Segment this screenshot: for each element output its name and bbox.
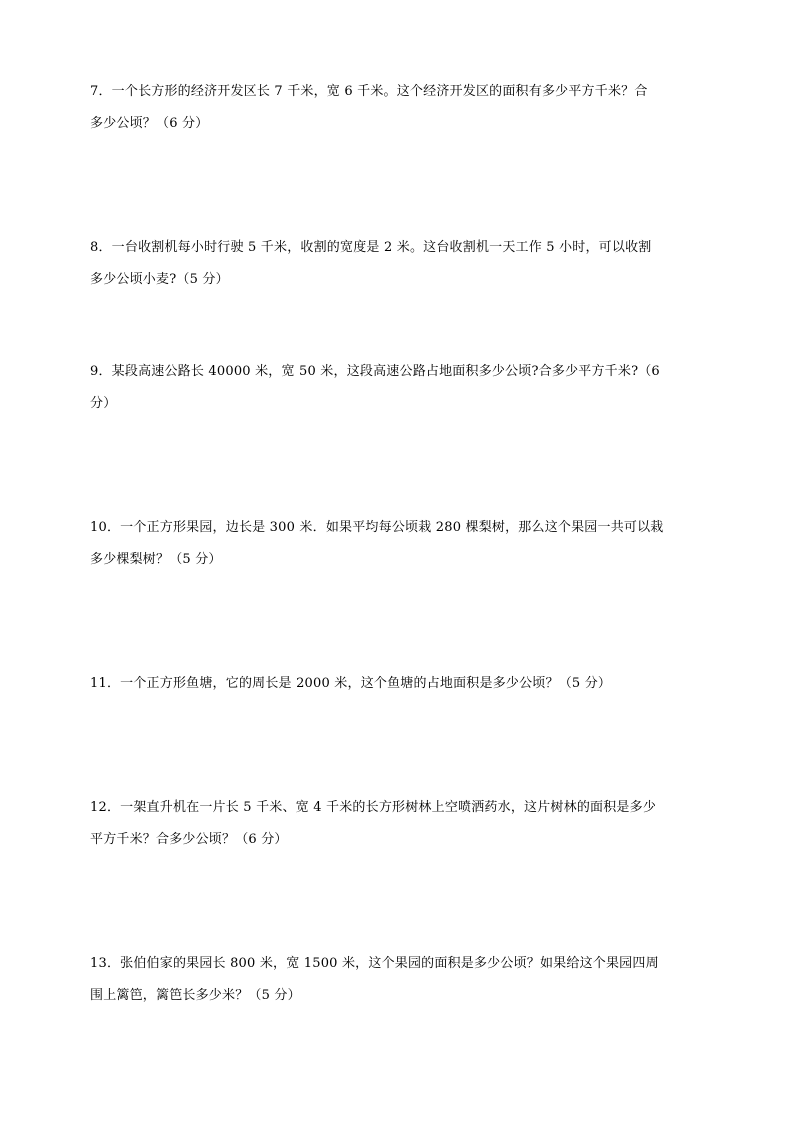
- question-10: [90, 512, 710, 576]
- question-9-line-1: 9．某段高速公路长 40000 米，宽 50 米，这段高速公路占地面积多少公顷?合多少平方千米?（6: [90, 364, 660, 379]
- question-10-line-1: 10．一个正方形果园，边长是 300 米．如果平均每公顷栽 280 棵梨树，那么这个果园一共可以栽: [90, 520, 664, 535]
- question-11: [90, 668, 710, 700]
- question-8: [90, 232, 710, 296]
- question-7-line-1: 7．一个长方形的经济开发区长 7 千米，宽 6 千米。这个经济开发区的面积有多少平方千米？合: [90, 84, 648, 99]
- question-8-line-1: 8．一台收割机每小时行驶 5 千米，收割的宽度是 2 米。这台收割机一天工作 5 小时，可以收割: [90, 240, 652, 255]
- question-7: [90, 76, 710, 140]
- question-13-line-1: 13．张伯伯家的果园长 800 米，宽 1500 米，这个果园的面积是多少公顷？如果给这个果园四周: [90, 956, 659, 971]
- question-9: [90, 356, 710, 420]
- question-7-line-2: 多少公顷？（6 分）: [90, 116, 209, 131]
- question-12-line-1: 12．一架直升机在一片长 5 千米、宽 4 千米的长方形树林上空喷洒药水，这片树林的面积是多少: [90, 800, 657, 815]
- question-11-line-1: 11．一个正方形鱼塘，它的周长是 2000 米，这个鱼塘的占地面积是多少公顷？（5 分）: [90, 676, 612, 691]
- question-13-line-2: 围上篱笆，篱笆长多少米？（5 分）: [90, 988, 301, 1003]
- question-12-line-2: 平方千米？合多少公顷？（6 分）: [90, 832, 288, 847]
- question-13: [90, 948, 710, 1012]
- question-8-line-2: 多少公顷小麦?（5 分）: [90, 272, 229, 287]
- question-9-line-2: 分）: [90, 396, 117, 411]
- question-12: [90, 792, 710, 856]
- question-10-line-2: 多少棵梨树？（5 分）: [90, 552, 222, 567]
